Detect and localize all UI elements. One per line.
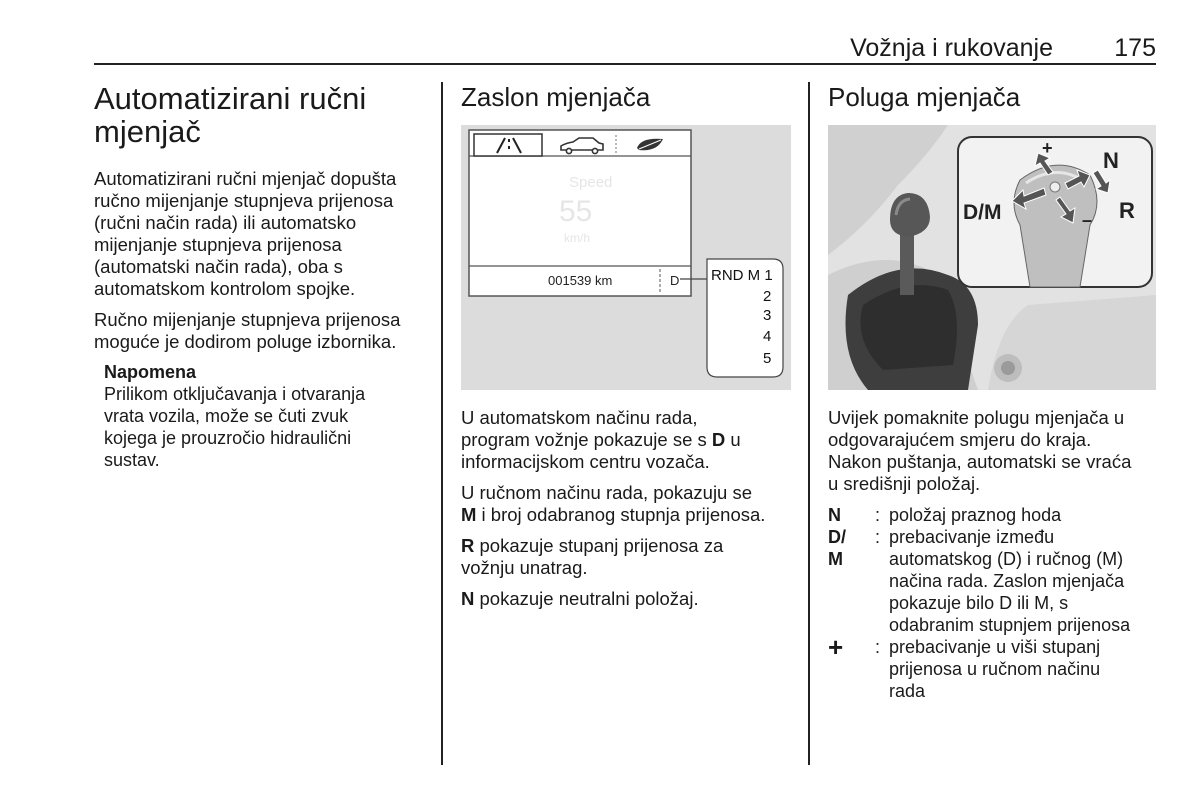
speed-label: Speed bbox=[569, 174, 613, 191]
intro-paragraph bbox=[94, 168, 430, 300]
text-line: U automatskom načinu rada, bbox=[461, 407, 698, 428]
text-line: informacijskom centru vozača. bbox=[461, 451, 710, 472]
text-line: odabranim stupnjem prijenosa bbox=[889, 615, 1131, 635]
text-line: Nakon puštanja, automatski se vraća bbox=[828, 451, 1132, 472]
text-line: mijenjanje stupnjeva prijenosa bbox=[94, 234, 342, 255]
bold-gear-letter: N bbox=[461, 588, 475, 609]
column-divider-2 bbox=[808, 82, 810, 765]
text-line: vrata vozila, može se čuti zvuk bbox=[104, 406, 349, 426]
gear-display-figure bbox=[461, 125, 791, 390]
definition-colon: : bbox=[875, 505, 881, 525]
note-body bbox=[104, 383, 404, 471]
text-line: automatskog (D) i ručnog (M) bbox=[889, 549, 1124, 569]
definition-dm bbox=[828, 526, 1158, 636]
section-title-line-2: mjenjač bbox=[94, 114, 201, 149]
speed-unit: km/h bbox=[564, 231, 591, 245]
gear-display-text bbox=[461, 407, 791, 619]
text-line: automatskom kontrolom spojke. bbox=[94, 278, 356, 299]
text-line: ručno mijenjanje stupnjeva prijenosa bbox=[94, 190, 394, 211]
text-line: pokazuje stupanj prijenosa za bbox=[474, 535, 724, 556]
running-header-section: Vožnja i rukovanje bbox=[850, 34, 1053, 62]
dm-label: D/M bbox=[963, 201, 1002, 224]
lever-intro-paragraph bbox=[828, 407, 1158, 495]
gear-callout-3: 3 bbox=[763, 307, 772, 324]
automatic-mode-paragraph bbox=[461, 407, 791, 473]
section-title-line-1: Automatizirani ručni bbox=[94, 81, 367, 116]
definition-colon: : bbox=[875, 637, 881, 657]
instrument-cluster-illustration bbox=[461, 125, 791, 390]
page-number: 175 bbox=[1114, 34, 1156, 62]
text-line: Prilikom otključavanja i otvaranja bbox=[104, 384, 366, 404]
text-line: u središnji položaj. bbox=[828, 473, 981, 494]
speed-value: 55 bbox=[559, 195, 593, 228]
gear-lever-text bbox=[828, 407, 1158, 702]
gear-lever-title: Poluga mjenjača bbox=[828, 82, 1021, 112]
reverse-paragraph bbox=[461, 535, 791, 579]
gear-callout-4: 4 bbox=[763, 328, 772, 345]
text-line: prebacivanje između bbox=[889, 527, 1055, 547]
gear-callout-sequence: RND M 1 bbox=[711, 267, 773, 284]
text-line: U ručnom načinu rada, pokazuju se bbox=[461, 482, 753, 503]
definition-text bbox=[889, 504, 1158, 526]
text-line: pokazuje bilo D ili M, s bbox=[889, 593, 1069, 613]
manual-shift-paragraph bbox=[94, 309, 430, 353]
text-line: Automatizirani ručni mjenjač dopušta bbox=[94, 168, 397, 189]
bold-gear-letter: R bbox=[461, 535, 475, 556]
text-line: vožnju unatrag. bbox=[461, 557, 588, 578]
text-line: položaj praznog hoda bbox=[889, 505, 1062, 525]
text-line: prebacivanje u viši stupanj bbox=[889, 637, 1101, 657]
definition-key: D/ M bbox=[828, 527, 846, 569]
text-line: načina rada. Zaslon mjenjača bbox=[889, 571, 1125, 591]
text-line: Uvijek pomaknite polugu mjenjača u bbox=[828, 407, 1125, 428]
text-line: u bbox=[725, 429, 741, 450]
column-automated-manual-transmission bbox=[94, 82, 430, 471]
r-label: R bbox=[1119, 198, 1135, 223]
definition-colon: : bbox=[875, 527, 881, 547]
odometer-reading: 001539 km bbox=[548, 273, 613, 288]
text-line: prijenosa u ručnom načinu bbox=[889, 659, 1101, 679]
text-line: program vožnje pokazuje se s bbox=[461, 429, 712, 450]
lever-definition-list bbox=[828, 504, 1158, 702]
plus-label: + bbox=[1042, 138, 1053, 158]
text-line: (automatski način rada), oba s bbox=[94, 256, 343, 277]
text-line: kojega je prouzročio hidraulični bbox=[104, 428, 352, 448]
gear-display-title: Zaslon mjenjača bbox=[461, 82, 651, 112]
minus-label: – bbox=[1082, 210, 1093, 230]
text-line: moguće je dodirom poluge izbornika. bbox=[94, 331, 397, 352]
text-line: rada bbox=[889, 681, 926, 701]
gear-lever-figure bbox=[828, 125, 1156, 390]
header-rule bbox=[94, 63, 1156, 65]
text-line: (ručni način rada) ili automatsko bbox=[94, 212, 357, 233]
section-title bbox=[94, 82, 430, 148]
n-label: N bbox=[1103, 148, 1119, 173]
definition-text bbox=[889, 636, 1158, 702]
manual-mode-paragraph bbox=[461, 482, 791, 526]
gear-callout-5: 5 bbox=[763, 350, 772, 367]
neutral-paragraph bbox=[461, 588, 791, 610]
column-gear-lever bbox=[828, 82, 1158, 112]
text-line: sustav. bbox=[104, 450, 160, 470]
text-line: pokazuje neutralni položaj. bbox=[474, 588, 699, 609]
gear-callout-2: 2 bbox=[763, 288, 772, 305]
column-gear-display bbox=[461, 82, 791, 112]
definition-n bbox=[828, 504, 1158, 526]
gear-indicator: D bbox=[670, 273, 680, 288]
text-line: i broj odabranog stupnja prijenosa. bbox=[476, 504, 766, 525]
definition-text bbox=[889, 526, 1158, 636]
bold-gear-letter: M bbox=[461, 504, 477, 525]
note-heading: Napomena bbox=[104, 362, 197, 382]
definition-key: N bbox=[828, 505, 841, 525]
text-line: Ručno mijenjanje stupnjeva prijenosa bbox=[94, 309, 401, 330]
definition-key: + bbox=[828, 632, 844, 662]
text-line: odgovarajućem smjeru do kraja. bbox=[828, 429, 1092, 450]
bold-gear-letter: D bbox=[711, 429, 726, 450]
definition-plus bbox=[828, 632, 1158, 702]
gear-lever-illustration bbox=[828, 125, 1156, 390]
column-divider-1 bbox=[441, 82, 443, 765]
